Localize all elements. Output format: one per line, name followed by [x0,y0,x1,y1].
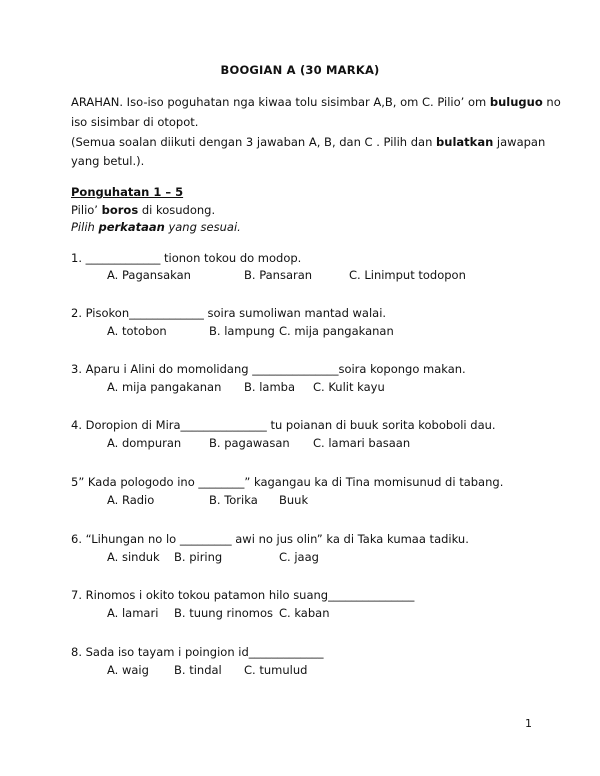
question-3: 3. Aparu i Alini do momolidang _______________soira kopongo makan. [71,362,466,376]
option-a[interactable]: A. mija pangakanan [107,380,222,394]
option-a[interactable]: A. dompuran [107,436,182,450]
instruction-line-3 [71,135,545,149]
instruction-line-4: yang betul.). [71,154,145,168]
instruction-bold-word: perkataan [98,220,165,234]
page-number: 1 [525,717,532,730]
option-c[interactable]: C. mija pangakanan [279,324,394,338]
option-a[interactable]: A. sinduk [107,550,160,564]
instruction-line-1 [71,95,561,109]
subsection-instruction-2 [71,220,241,234]
option-b[interactable]: B. tindal [174,663,222,677]
option-a[interactable]: A. waig [107,663,149,677]
question-5: 5” Kada pologodo ino ________” kagangau ka di Tina momisunud di tabang. [71,475,504,489]
instruction-bold-word: boros [101,203,139,217]
option-a[interactable]: A. lamari [107,606,159,620]
instruction-text: ARAHAN. Iso-iso poguhatan nga kiwaa tolu sisimbar A,B, om C. Pilio’ om [71,95,490,109]
instruction-line-2: iso sisimbar di otopot. [71,115,199,129]
option-a[interactable]: A. Pagansakan [107,268,191,282]
option-a[interactable]: A. totobon [107,324,167,338]
option-c[interactable]: C. Kulit kayu [313,380,385,394]
question-2: 2. Pisokon_____________ soira sumoliwan mantad walai. [71,306,387,320]
option-a[interactable]: A. Radio [107,493,155,507]
option-b[interactable]: B. lamba [244,380,295,394]
option-b[interactable]: B. lampung [209,324,275,338]
instruction-text: yang sesuai. [164,220,241,234]
option-b[interactable]: B. tuung rinomos [174,606,274,620]
option-b[interactable]: B. Torika [209,493,258,507]
instruction-text: (Semua soalan diikuti dengan 3 jawaban A, B, dan C . Pilih dan [71,135,437,149]
question-7: 7. Rinomos i okito tokou patamon hilo suang_______________ [71,588,415,602]
option-c[interactable]: C. Linimput todopon [349,268,466,282]
instruction-text: jawapan [493,135,546,149]
subsection-instruction-1 [71,203,215,217]
question-8: 8. Sada iso tayam i poingion id_____________ [71,645,324,659]
option-b[interactable]: B. piring [174,550,223,564]
instruction-text: no [542,95,561,109]
instruction-bold-word: bulatkan [436,135,494,149]
section-title: BOOGIAN A (30 MARKA) [220,63,380,77]
option-c[interactable]: C. jaag [279,550,319,564]
question-1: 1. _____________ tionon tokou do modop. [71,251,302,265]
question-4: 4. Doropion di Mira_______________ tu poianan di buuk sorita koboboli dau. [71,418,496,432]
option-c[interactable]: C. kaban [279,606,330,620]
option-c[interactable]: Buuk [279,493,309,507]
subsection-heading: Ponguhatan 1 – 5 [71,185,184,199]
option-c[interactable]: C. tumulud [244,663,308,677]
instruction-text: Pilio’ [71,203,102,217]
instruction-bold-word: buluguo [489,95,543,109]
question-6: 6. “Lihungan no lo _________ awi no jus olin” ka di Taka kumaa tadiku. [71,532,469,546]
option-b[interactable]: B. pagawasan [209,436,290,450]
instruction-text: Pilih [71,220,99,234]
instruction-text: di kosudong. [138,203,216,217]
option-b[interactable]: B. Pansaran [244,268,313,282]
option-c[interactable]: C. lamari basaan [313,436,411,450]
